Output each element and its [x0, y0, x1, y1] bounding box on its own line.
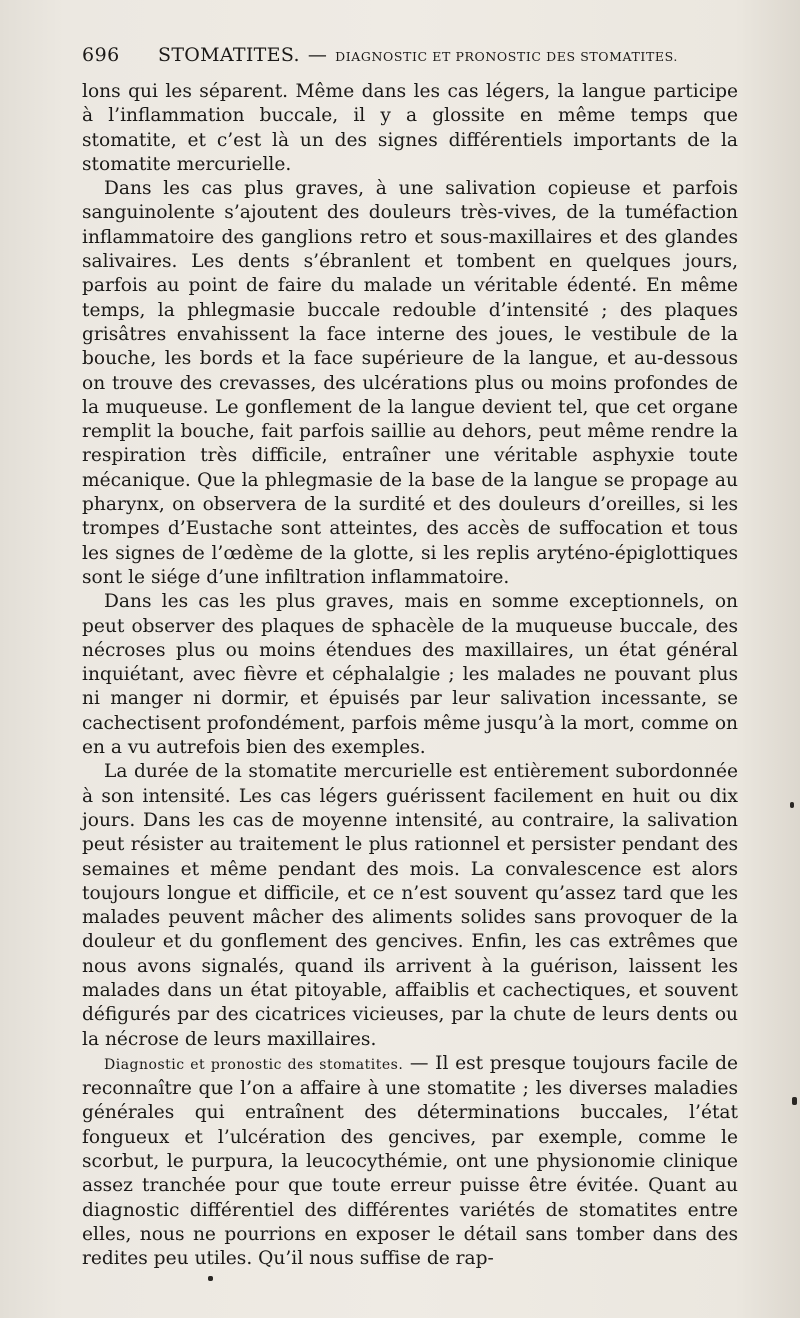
- body-text: [82, 80, 738, 1272]
- paragraph-continued: lons qui les séparent. Même dans les cas légers, la langue participe à l’inflammation buccale, il y a glossite en même temps que stomatite, et c’est là un des signes différentiels importants de la stomatite mercurielle.: [82, 81, 738, 175]
- paragraph-graves: Dans les cas plus graves, à une salivation copieuse et parfois sanguinolente s’ajoutent des douleurs très-vives, de la tuméfaction inflammatoire des ganglions retro et sous-maxillaires et des glandes salivaires. Les dents s’ébranlent et tombent en quelques jours, parfois au point de faire du malade un véritable édenté. En même temps, la phlegmasie buccale redouble d’intensité ; des plaques grisâtres envahissent la face interne des joues, le vestibule de la bouche, les bords et la face supérieure de la langue, et au-dessous on trouve des crevasses, des ulcérations plus ou moins profondes de la muqueuse. Le gonflement de la langue devient tel, que cet organe remplit la bouche, fait parfois saillie au dehors, peut même rendre la respiration très difficile, entraîner une véritable asphyxie toute mécanique. Que la phlegmasie de la base de la langue se propage au pharynx, on observera de la surdité et des douleurs d’oreilles, si les trompes d’Eustache sont atteintes, des accès de suffocation et tous les signes de l’œdème de la glotte, si les replis aryténo-épiglottiques sont le siége d’une infiltration inflammatoire.: [82, 178, 738, 588]
- running-title: [158, 44, 678, 66]
- section-title: STOMATITES.: [158, 44, 300, 66]
- page-number: 696: [82, 44, 120, 66]
- header-dash: —: [307, 44, 328, 66]
- diagnostic-heading: Diagnostic et pronostic des stomatites.: [104, 1056, 404, 1073]
- margin-speck: [790, 802, 794, 808]
- paragraph-duree: La durée de la stomatite mercurielle est entièrement subordonnée à son intensité. Les cas légers guérissent facilement en huit ou dix jours. Dans les cas de moyenne intensité, au contraire, la salivation peut résister au traitement le plus rationnel et persister pendant des semaines et même pendant des mois. La convalescence est alors toujours longue et difficile, et ce n’est souvent qu’assez tard que les malades peuvent mâcher des aliments solides sans provoquer de la douleur et du gonflement des gencives. Enfin, les cas extrêmes que nous avons signalés, quand ils arrivent à la guérison, laissent les malades dans un état pitoyable, affaiblis et cachectiques, et souvent défigurés par des cicatrices vicieuses, par la chute de leurs dents ou la nécrose de leurs maxillaires.: [82, 761, 738, 1050]
- paragraph-exceptionnels: Dans les cas les plus graves, mais en somme exceptionnels, on peut observer des plaques de sphacèle de la muqueuse buccale, des nécroses plus ou moins étendues des maxillaires, un état général inquiétant, avec fièvre et céphalalgie ; les malades ne pouvant plus ni manger ni dormir, et épuisés par leur salivation incessante, se cachectisent profondément, parfois même jusqu’à la mort, comme on en a vu autrefois bien des exemples.: [82, 591, 738, 759]
- header-subtitle: DIAGNOSTIC ET PRONOSTIC DES STOMATITES.: [335, 49, 678, 64]
- margin-speck: [792, 1097, 797, 1105]
- diagnostic-text: — Il est presque toujours facile de reconnaître que l’on a affaire à une stomatite ; les diverses maladies générales qui entraînent des déterminations buccales, l’état fongueux et l’ulcération des gencives, par exemple, comme le scorbut, le purpura, la leucocythémie, ont une physionomie clinique assez tranchée pour que toute erreur puisse être évitée. Quant au diagnostic différentiel des différentes variétés de stomatites entre elles, nous ne pourrions en exposer le détail sans tomber dans des redites peu utiles. Qu’il nous suffise de rap-: [82, 1052, 739, 1270]
- paragraph-diagnostic: [82, 1052, 738, 1272]
- ink-speck: [208, 1276, 213, 1281]
- running-header: [82, 44, 742, 76]
